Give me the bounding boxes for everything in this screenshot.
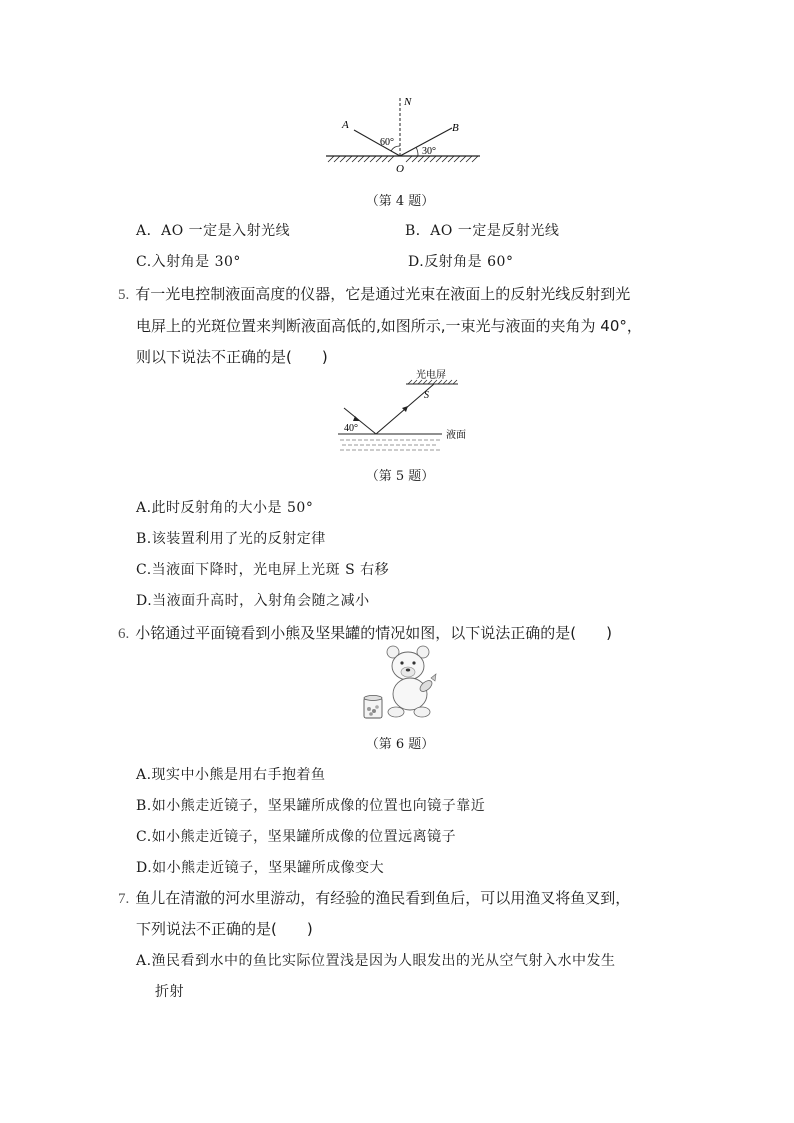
q6-option-b[interactable]: B.如小熊走近镜子，坚果罐所成像的位置也向镜子靠近 <box>136 798 486 814</box>
q4-option-b[interactable]: B．AO 一定是反射光线 <box>405 223 560 239</box>
label-a: A <box>342 119 349 131</box>
q5-stem-line-1: 5. 有一光电控制液面高度的仪器，它是通过光束在液面上的反射光线反射到光 <box>118 285 631 303</box>
label-liquid: 液面 <box>446 430 466 441</box>
label-n: N <box>404 96 412 108</box>
figure-5-caption: （第 5 题） <box>365 469 435 484</box>
figure-4-reflection-diagram <box>318 90 488 180</box>
q7-option-a-continuation: 折射 <box>155 984 184 1000</box>
q5-option-d[interactable]: D.当液面升高时，入射角会随之减小 <box>136 593 370 609</box>
label-b: B <box>452 122 459 134</box>
angle-label-30: 30° <box>422 146 436 157</box>
q5-option-a[interactable]: A.此时反射角的大小是 50° <box>136 500 314 516</box>
q5-option-b[interactable]: B.该装置利用了光的反射定律 <box>136 531 326 547</box>
label-o: O <box>396 163 404 175</box>
q6-option-a[interactable]: A.现实中小熊是用右手抱着鱼 <box>136 767 326 783</box>
q7-stem-line-2: 下列说法不正确的是( ) <box>136 920 313 938</box>
label-s: S <box>424 390 429 401</box>
label-screen: 光电屏 <box>416 370 446 381</box>
figure-6-caption: （第 6 题） <box>365 737 435 752</box>
q5-number: 5. <box>118 287 130 303</box>
q4-option-d[interactable]: D.反射角是 60° <box>408 254 514 270</box>
q6-stem: 6. 小铭通过平面镜看到小熊及坚果罐的情况如图，以下说法正确的是( ) <box>118 624 612 642</box>
q6-option-d[interactable]: D.如小熊走近镜子，坚果罐所成像变大 <box>136 860 385 876</box>
q7-option-a[interactable]: A.渔民看到水中的鱼比实际位置浅是因为人眼发出的光从空气射入水中发生 <box>136 953 616 969</box>
q5-option-c[interactable]: C.当液面下降时，光电屏上光斑 S 右移 <box>136 562 390 578</box>
q4-option-c[interactable]: C.入射角是 30° <box>136 254 241 270</box>
q4-option-a[interactable]: A．AO 一定是入射光线 <box>136 223 291 239</box>
q6-option-c[interactable]: C.如小熊走近镜子，坚果罐所成像的位置远离镜子 <box>136 829 457 845</box>
q7-number: 7. <box>118 891 130 907</box>
figure-5-light-control-diagram <box>330 368 480 458</box>
q5-stem-line-2: 电屏上的光斑位置来判断液面高低的,如图所示,一束光与液面的夹角为 40°， <box>136 317 642 335</box>
angle-label-60: 60° <box>380 137 394 148</box>
q6-number: 6. <box>118 626 130 642</box>
angle-label-40: 40° <box>344 423 358 434</box>
figure-6-bear-mirror-image <box>360 642 450 722</box>
figure-4-caption: （第 4 题） <box>365 194 435 209</box>
q7-stem-line-1: 7. 鱼儿在清澈的河水里游动，有经验的渔民看到鱼后，可以用渔叉将鱼叉到， <box>118 889 631 907</box>
q5-stem-line-3: 则以下说法不正确的是( ) <box>136 348 328 366</box>
